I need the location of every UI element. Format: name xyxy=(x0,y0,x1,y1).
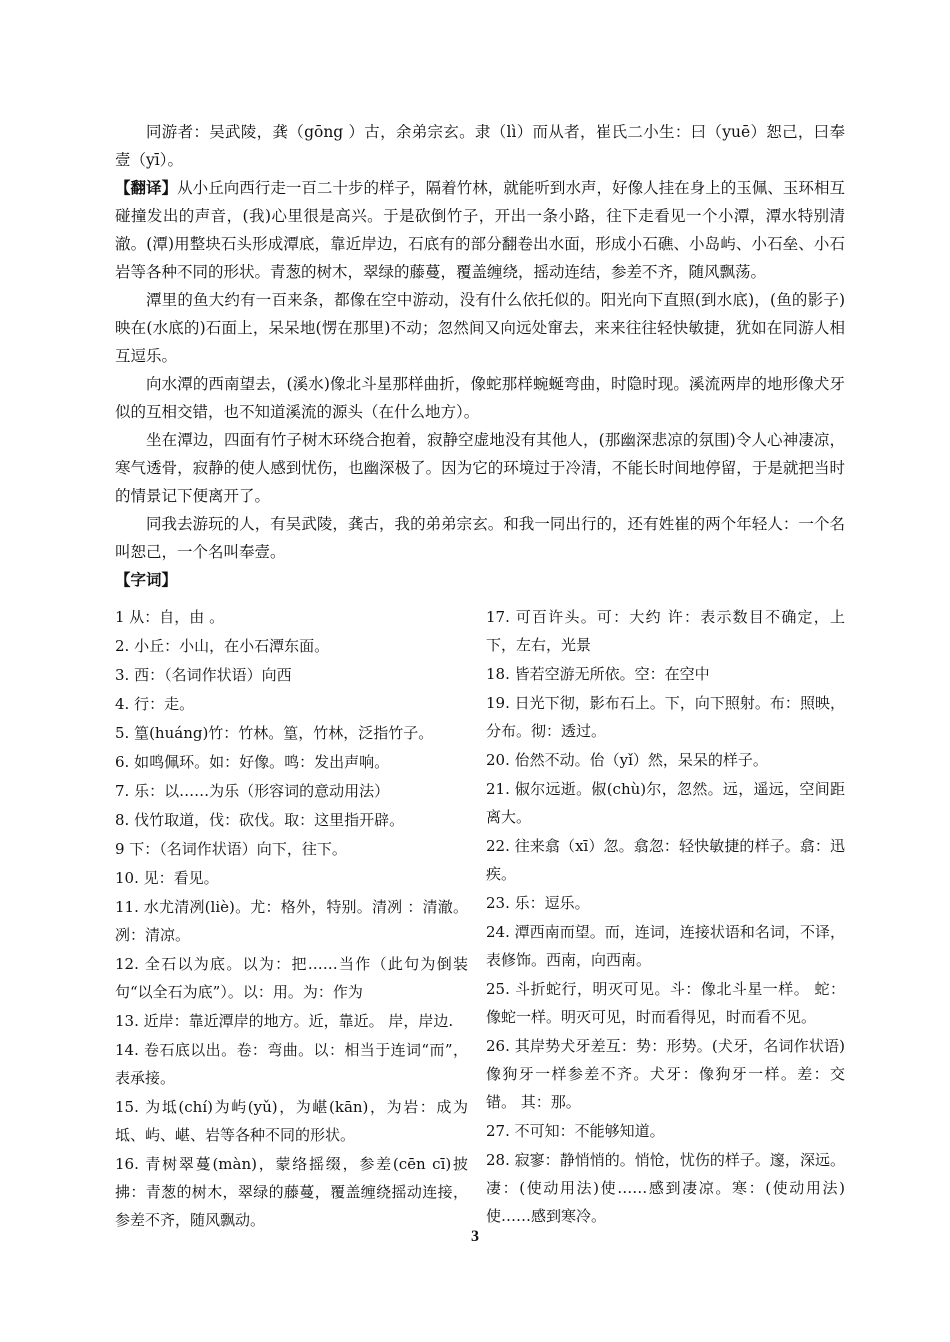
vocab-item: 20. 佁然不动。佁（yǐ）然，呆呆的样子。 xyxy=(486,751,768,769)
vocab-left-column xyxy=(115,603,480,1235)
vocab-item: 4. 行：走。 xyxy=(115,695,195,713)
vocab-item: 21. 俶尔远逝。俶(chù)尔，忽然。远，遥远，空间距离大。 xyxy=(486,780,845,826)
vocab-item: 9 下：（名词作状语）向下，往下。 xyxy=(115,840,347,858)
page-number: 3 xyxy=(471,1228,479,1245)
translation-paragraph-5: 同我去游玩的人，有吴武陵，龚古，我的弟弟宗玄。和我一同出行的，还有姓崔的两个年轻人：一个名叫恕己，一个名叫奉壹。 xyxy=(115,515,845,561)
vocab-item: 1 从：自，由 。 xyxy=(115,608,225,626)
vocab-item: 12. 全石以为底。以为：把……当作（此句为倒装句“以全石为底”）。以：用。为：作为 xyxy=(115,955,468,1001)
vocab-item: 13. 近岸：靠近潭岸的地方。近，靠近。 岸，岸边. xyxy=(115,1012,454,1030)
vocab-heading: 【字词】 xyxy=(115,570,178,589)
translation-text-1: 从小丘向西行走一百二十步的样子，隔着竹林，就能听到水声，好像人挂在身上的玉佩、玉环相互碰撞发出的声音，(我)心里很是高兴。于是砍倒竹子，开出一条小路，往下走看见一个小潭，潭水特别清澈。(潭)用整块石头形成潭底，靠近岸边，石底有的部分翻卷出水面，形成小石礁、小岛屿、小石垒、小石岩等各种不同的形状。青葱的树木，翠绿的藤蔓，覆盖缠绕，摇动连结，参差不齐，随风飘荡。 xyxy=(115,179,845,281)
vocab-item: 22. 往来翕（xī）忽。翕忽：轻快敏捷的样子。翕：迅疾。 xyxy=(486,837,845,883)
vocab-item: 6. 如鸣佩环。如：好像。鸣：发出声响。 xyxy=(115,753,390,771)
vocab-item: 19. 日光下彻，影布石上。下，向下照射。布：照映，分布。彻：透过。 xyxy=(486,694,845,740)
translation-label: 【翻译】 xyxy=(115,178,178,197)
vocab-item: 2. 小丘：小山，在小石潭东面。 xyxy=(115,637,330,655)
vocab-item: 17. 可百许头。可：大约 许：表示数目不确定，上下，左右，光景 xyxy=(486,608,845,654)
vocab-item: 14. 卷石底以出。卷：弯曲。以：相当于连词“而”，表承接。 xyxy=(115,1041,468,1087)
translation-paragraph-1 xyxy=(115,174,845,286)
translation-paragraph-4: 坐在潭边，四面有竹子树木环绕合抱着，寂静空虚地没有其他人，(那幽深悲凉的氛围)令人心神凄凉，寒气透骨，寂静的使人感到忧伤，也幽深极了。因为它的环境过于冷清，不能长时间地停留，于是就把当时的情景记下便离开了。 xyxy=(115,431,845,505)
vocab-item: 7. 乐：以……为乐（形容词的意动用法） xyxy=(115,782,390,800)
companions-paragraph: 同游者：吴武陵，龚（gōng ）古，余弟宗玄。隶（lì）而从者，崔氏二小生：曰（yuē）恕己，曰奉壹（yī）。 xyxy=(115,123,845,169)
vocab-item: 11. 水尤清冽(liè)。尤：格外，特别。清冽 ：清澈。冽：清凉。 xyxy=(115,898,468,944)
translation-paragraph-2: 潭里的鱼大约有一百来条，都像在空中游动，没有什么依托似的。阳光向下直照(到水底)，(鱼的影子)映在(水底的)石面上，呆呆地(愣在那里)不动；忽然间又向远处窜去，来来往往轻快敏捷，犹如在同游人相互逗乐。 xyxy=(115,291,845,365)
vocab-item: 25. 斗折蛇行，明灭可见。斗：像北斗星一样。 蛇：像蛇一样。明灭可见，时而看得见，时而看不见。 xyxy=(486,980,845,1026)
vocab-item: 28. 寂寥：静悄悄的。悄怆，忧伤的样子。邃，深远。凄：(使动用法)使……感到凄凉。寒：(使动用法)使……感到寒冷。 xyxy=(486,1151,845,1225)
vocab-item: 10. 见：看见。 xyxy=(115,869,219,887)
vocab-item: 8. 伐竹取道，伐：砍伐。取：这里指开辟。 xyxy=(115,811,405,829)
vocab-item: 27. 不可知：不能够知道。 xyxy=(486,1122,665,1140)
vocab-columns xyxy=(115,603,845,1235)
vocab-item: 16. 青树翠蔓(màn)，蒙络摇缀，参差(cēn cī)披拂：青葱的树木，翠绿的藤蔓，覆盖缠绕摇动连接，参差不齐，随风飘动。 xyxy=(115,1155,468,1229)
translation-paragraph-3: 向水潭的西南望去，(溪水)像北斗星那样曲折，像蛇那样蜿蜒弯曲，时隐时现。溪流两岸的地形像犬牙似的互相交错，也不知道溪流的源头（在什么地方）。 xyxy=(115,375,845,421)
vocab-item: 5. 篁(huáng)竹：竹林。篁，竹林，泛指竹子。 xyxy=(115,724,434,742)
vocab-item: 23. 乐：逗乐。 xyxy=(486,894,590,912)
vocab-item: 3. 西：（名词作状语）向西 xyxy=(115,666,292,684)
vocab-item: 24. 潭西南而望。而，连词，连接状语和名词，不译，表修饰。西南，向西南。 xyxy=(486,923,845,969)
vocab-item: 26. 其岸势犬牙差互：势：形势。(犬牙，名词作状语)像狗牙一样参差不齐。犬牙：像狗牙一样。差：交错。 其：那。 xyxy=(486,1037,845,1111)
vocab-item: 18. 皆若空游无所依。空：在空中 xyxy=(486,665,710,683)
vocab-right-column xyxy=(480,603,845,1235)
vocab-item: 15. 为坻(chí)为屿(yǔ)，为嵁(kān)，为岩：成为坻、屿、嵁、岩等各种不同的形状。 xyxy=(115,1098,468,1144)
main-text xyxy=(115,118,845,594)
